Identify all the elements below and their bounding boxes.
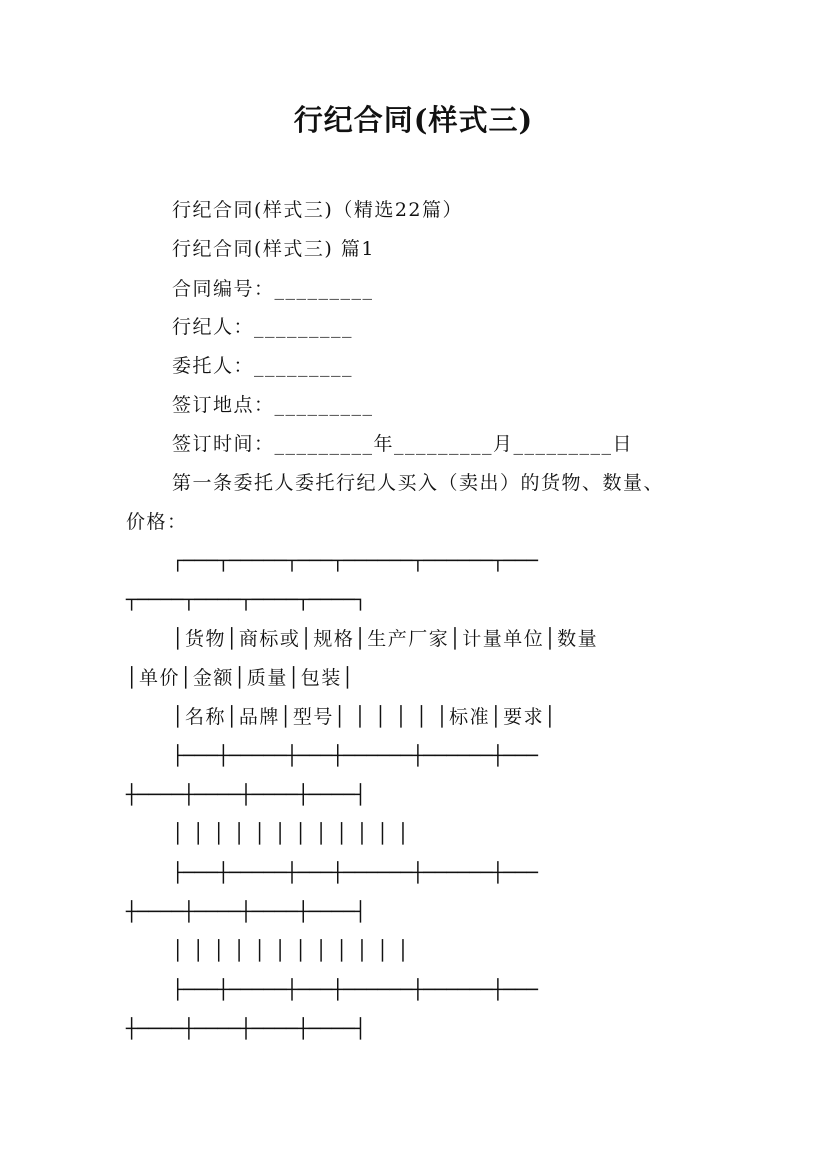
document-title: 行纪合同(样式三): [293, 103, 534, 137]
table-border-top-cont: ┬────┬────┬────┬────┐: [126, 589, 367, 611]
table-row: │ │ │ │ │ │ │ │ │ │ │ │: [172, 823, 411, 845]
article-one-line: 第一条委托人委托行纪人买入（卖出）的货物、数量、: [172, 472, 665, 494]
table-header-row-2: │名称│品牌│型号│ │ │ │ │ │标准│要求│: [172, 706, 558, 728]
contract-number-line: 合同编号：_________: [172, 278, 374, 300]
table-divider-cont: ┼────┼────┼────┼────┤: [126, 1018, 367, 1040]
article-one-continuation: 价格：: [126, 511, 188, 533]
signing-place-line: 签订地点：_________: [172, 394, 374, 416]
table-divider-cont: ┼────┼────┼────┼────┤: [126, 901, 367, 923]
section-heading: 行纪合同(样式三) 篇1: [172, 238, 375, 260]
broker-line: 行纪人：_________: [172, 316, 354, 338]
signing-date-line: 签订时间：_________年_________月_________日: [172, 433, 634, 455]
table-header-row-1-cont: │单价│金额│质量│包装│: [126, 667, 355, 689]
table-divider-cont: ┼────┼────┼────┼────┤: [126, 784, 367, 806]
table-row: │ │ │ │ │ │ │ │ │ │ │ │: [172, 940, 411, 962]
table-divider: ├───┼─────┼───┼──────┼──────┼───: [172, 979, 539, 1001]
table-header-row-1: │货物│商标或│规格│生产厂家│计量单位│数量: [172, 628, 599, 650]
table-divider: ├───┼─────┼───┼──────┼──────┼───: [172, 745, 539, 767]
client-line: 委托人：_________: [172, 355, 354, 377]
table-border-top: ┌───┬─────┬───┬──────┬──────┬───: [172, 550, 539, 572]
subtitle-line: 行纪合同(样式三)（精选22篇）: [172, 199, 464, 221]
table-divider: ├───┼─────┼───┼──────┼──────┼───: [172, 862, 539, 884]
